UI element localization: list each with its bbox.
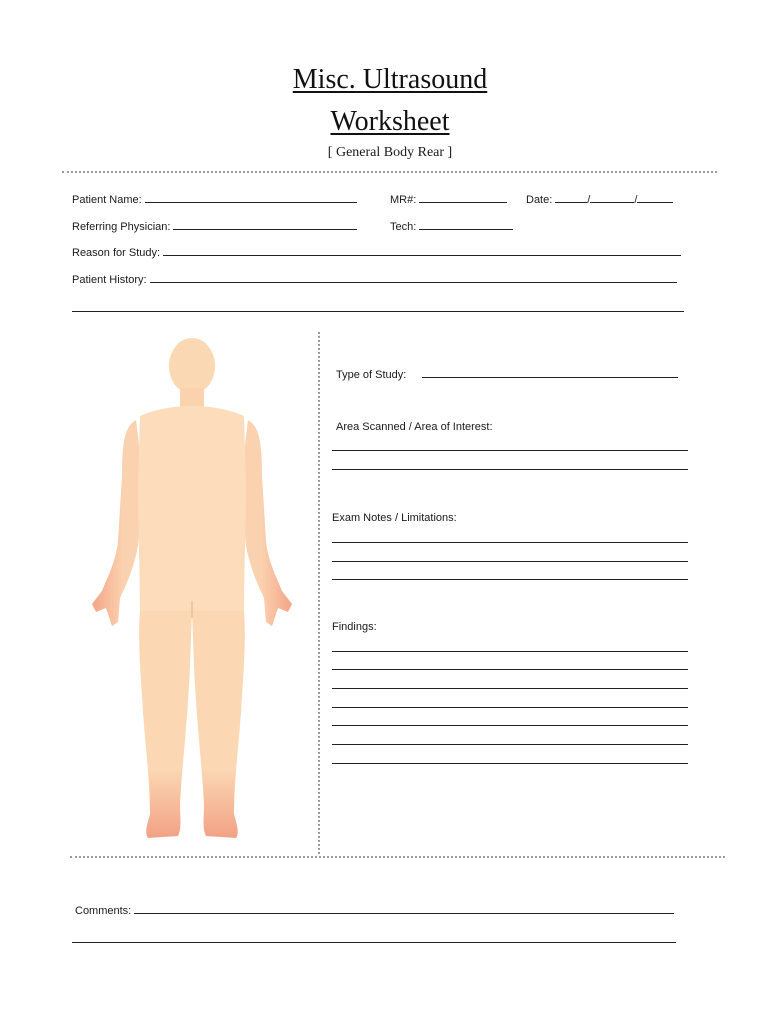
body-rear-diagram [78,336,308,846]
date-separator-2: / [634,194,638,206]
reason-field[interactable] [72,246,681,259]
reason-label: Reason for Study: [72,247,161,259]
mr-field[interactable] [390,193,507,206]
head-shape [169,338,215,394]
comments-field[interactable] [75,904,674,917]
top-divider [62,171,717,173]
bottom-divider [70,856,725,858]
history-field[interactable] [72,273,677,286]
notes-line-1[interactable] [332,542,688,543]
torso-shape [138,406,246,616]
comments-label: Comments: [75,905,132,917]
page-title-line2: Worksheet [330,106,450,137]
mr-label: MR#: [390,194,417,206]
type-of-study-field[interactable] [336,368,678,381]
right-leg-shape [192,611,245,838]
tech-label: Tech: [390,221,417,233]
left-leg-shape [139,611,192,838]
left-arm-shape [92,420,144,626]
findings-line-4[interactable] [332,707,688,708]
patient-name-field[interactable] [72,193,357,206]
history-label: Patient History: [72,274,147,286]
date-label: Date: [526,194,553,206]
findings-label: Findings: [332,621,377,633]
page-subtitle: [ General Body Rear ] [327,145,453,160]
right-arm-shape [240,420,292,626]
area-line-1[interactable] [332,450,688,451]
referring-physician-field[interactable] [72,220,357,233]
area-scanned-label: Area Scanned / Area of Interest: [336,421,493,433]
date-field[interactable] [526,193,673,206]
history-continuation-line[interactable] [72,311,684,312]
exam-notes-label: Exam Notes / Limitations: [332,512,457,524]
findings-line-6[interactable] [332,744,688,745]
page-title-line1: Misc. Ultrasound [292,64,488,95]
tech-field[interactable] [390,220,513,233]
findings-line-3[interactable] [332,688,688,689]
findings-line-1[interactable] [332,651,688,652]
comments-line-2[interactable] [72,942,676,943]
patient-name-label: Patient Name: [72,194,142,206]
notes-line-3[interactable] [332,579,688,580]
area-line-2[interactable] [332,469,688,470]
type-of-study-label: Type of Study: [336,369,407,381]
findings-line-7[interactable] [332,763,688,764]
findings-line-5[interactable] [332,725,688,726]
referring-physician-label: Referring Physician: [72,221,171,233]
notes-line-2[interactable] [332,561,688,562]
date-separator-1: / [587,194,591,206]
findings-line-2[interactable] [332,669,688,670]
vertical-divider [318,332,320,854]
